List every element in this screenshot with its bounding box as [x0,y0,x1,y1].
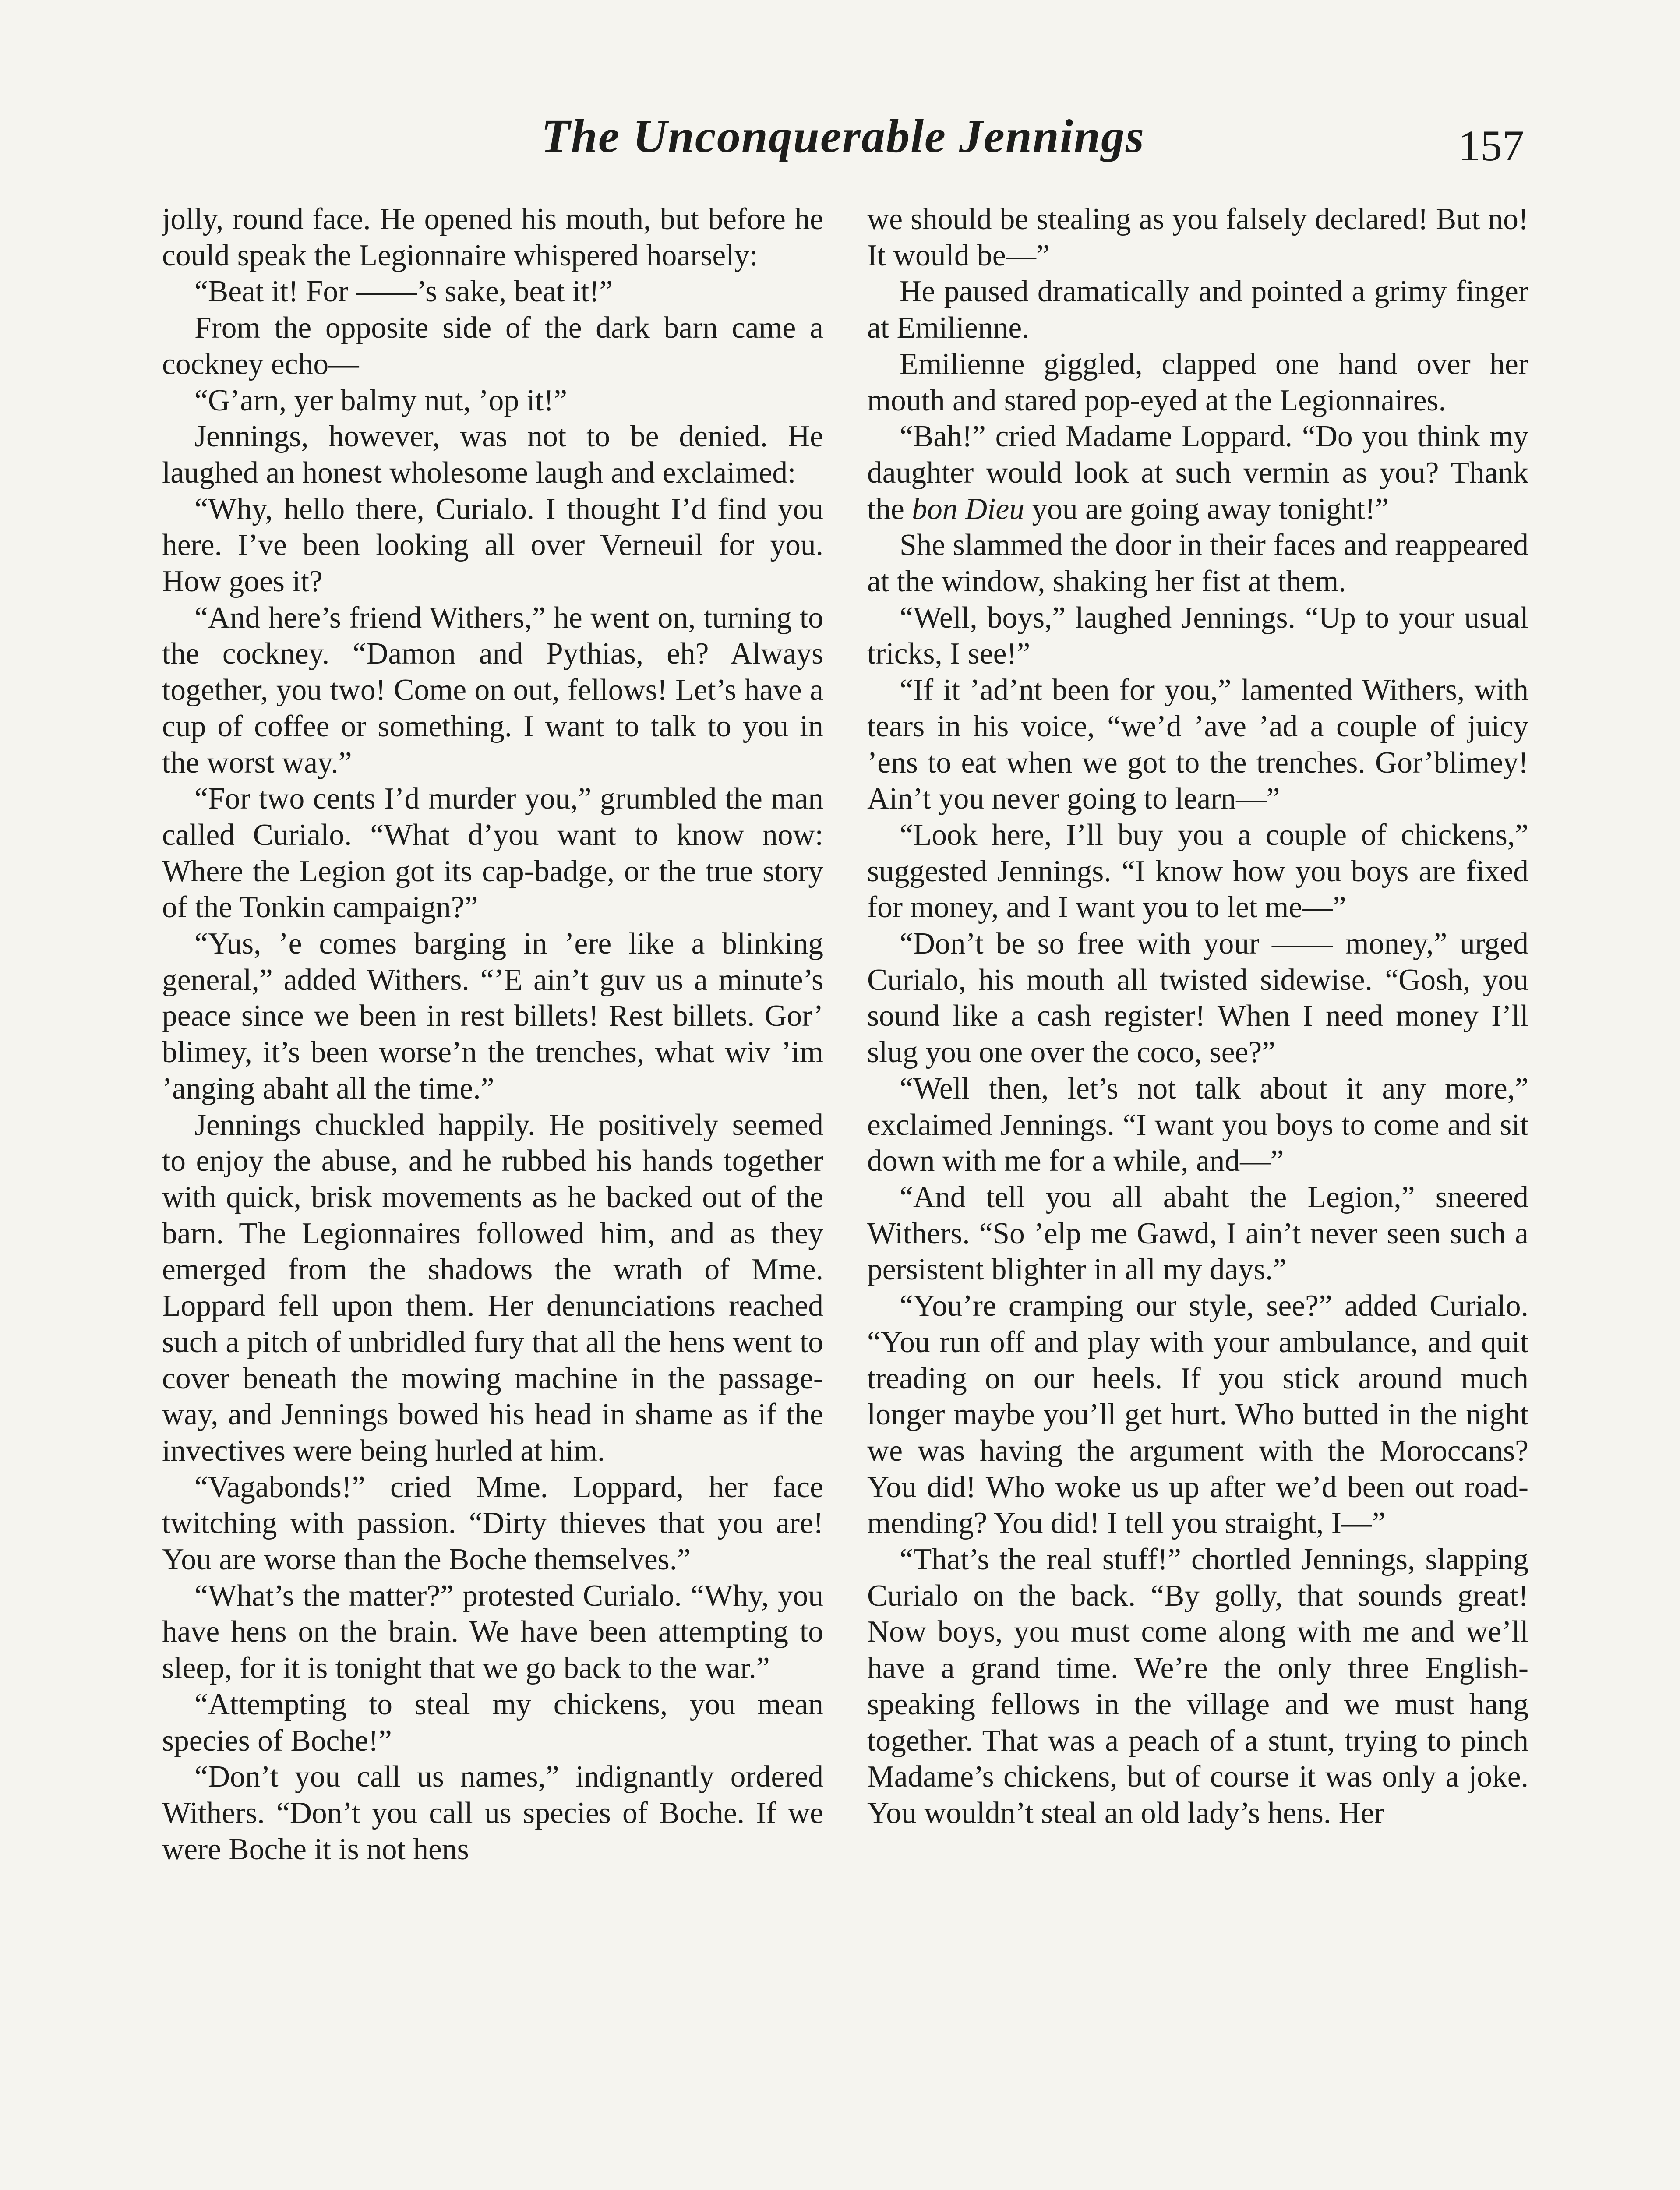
paragraph: “That’s the real stuff!” chortled Jennings, slapping Curialo on the back. “By golly, that sounds great! Now boys, you must come along with me and we’ll have a grand time. We’re the only three English-speaking fellows in the village and we must hang together. That was a peach of a stunt, trying to pinch Madame’s chickens, but of course it was only a joke. You wouldn’t steal an old lady’s hens. Her [867,1543,1528,1830]
paragraph: She slammed the door in their faces and reappeared at the window, shaking her fist at them. [867,528,1528,599]
paragraph: we should be stealing as you falsely declared! But no! It would be—” [867,202,1528,272]
paragraph: “Vagabonds!” cried Mme. Loppard, her face twitching with passion. “Dirty thieves that you are! You are worse than the Boche themselves.” [162,1470,823,1577]
paragraph: “And here’s friend Withers,” he went on, turning to the cockney. “Damon and Pythias, eh? Always together, you two! Come on out, fellows! Let’s have a cup of coffee or something. I want to talk to you in the worst way.” [162,600,823,780]
paragraph: “For two cents I’d murder you,” grumbled the man called Curialo. “What d’you want to know now: Where the Legion got its cap-badge, or the true story of the Tonkin campaign?” [162,782,823,925]
paragraph: He paused dramatically and pointed a grimy finger at Emilienne. [867,275,1528,345]
page-number: 157 [1458,121,1524,170]
paragraph: “Why, hello there, Curialo. I thought I’d find you here. I’ve been looking all over Verneuil for you. How goes it? [162,492,823,599]
paragraph: “G’arn, yer balmy nut, ’op it!” [194,383,568,417]
paragraph [867,419,1528,527]
right-column [867,201,1528,2190]
paragraph: “Well then, let’s not talk about it any more,” exclaimed Jennings. “I want you boys to come and sit down with me for a while, and—” [867,1071,1528,1178]
paragraph: “Yus, ’e comes barging in ’ere like a blinking general,” added Withers. “’E ain’t guv us a minute’s peace since we been in rest billets! Rest billets. Gor’ blimey, it’s been worse’n the trenches, what wiv ’im ’anging abaht all the time.” [162,927,823,1106]
paragraph: “Attempting to steal my chickens, you mean species of Boche!” [162,1687,823,1758]
running-title: The Unconquerable Jennings [541,110,1145,162]
paragraph: “What’s the matter?” protested Curialo. “Why, you have hens on the brain. We have been attempting to sleep, for it is tonight that we go back to the war.” [162,1579,823,1685]
paragraph: Emilienne giggled, clapped one hand over her mouth and stared pop-eyed at the Legionnaires. [867,347,1528,417]
paragraph: Jennings chuckled happily. He positively seemed to enjoy the abuse, and he rubbed his hands together with quick, brisk movements as he backed out of the barn. The Legionnaires followed him, and as they emerged from the shadows the wrath of Mme. Loppard fell upon them. Her denunciations reached such a pitch of unbridled fury that all the hens went to cover beneath the mowing machine in the passageway, and Jennings bowed his head in shame as if the invectives were being hurled at him. [162,1108,823,1468]
italic-phrase: bon Dieu [912,492,1025,526]
page-header [162,101,1524,180]
paragraph: jolly, round face. He opened his mouth, but before he could speak the Legionnaire whispered hoarsely: [162,202,823,272]
text-run: you are going away tonight!” [1024,492,1389,526]
paragraph: “Don’t you call us names,” indignantly ordered Withers. “Don’t you call us species of Boche. If we were Boche it is not hens [162,1760,823,1866]
paragraph: “Don’t be so free with your —— money,” urged Curialo, his mouth all twisted sidewise. “Gosh, you sound like a cash register! When I need money I’ll slug you one over the coco, see?” [867,927,1528,1070]
paragraph: “And tell you all abaht the Legion,” sneered Withers. “So ’elp me Gawd, I ain’t never seen such a persistent blighter in all my days.” [867,1180,1528,1287]
paragraph: Jennings, however, was not to be denied. He laughed an honest wholesome laugh and exclaimed: [162,420,823,490]
paragraph: “Look here, I’ll buy you a couple of chickens,” suggested Jennings. “I know how you boys are fixed for money, and I want you to let me—” [867,818,1528,925]
text-run: “Bah!” cried Madame Loppard. “Do you think my daughter would look at such vermin as you? Thank the [867,420,1528,526]
paragraph: “Well, boys,” laughed Jennings. “Up to your usual tricks, I see!” [867,600,1528,671]
paragraph: From the opposite side of the dark barn came a cockney echo— [162,311,823,381]
paragraph: “Beat it! For ——’s sake, beat it!” [194,275,613,309]
paragraph: “You’re cramping our style, see?” added Curialo. “You run off and play with your ambulance, and quit treading on our heels. If you stick around much longer maybe you’ll get hurt. Who butted in the night we was having the argument with the Moroccans? You did! Who woke us up after we’d been out road-mending? You did! I tell you straight, I—” [867,1289,1528,1540]
paragraph: “If it ’ad’nt been for you,” lamented Withers, with tears in his voice, “we’d ’ave ’ad a couple of juicy ’ens to eat when we got to the trenches. Gor’blimey! Ain’t you never going to learn—” [867,673,1528,816]
left-column [162,201,823,2190]
